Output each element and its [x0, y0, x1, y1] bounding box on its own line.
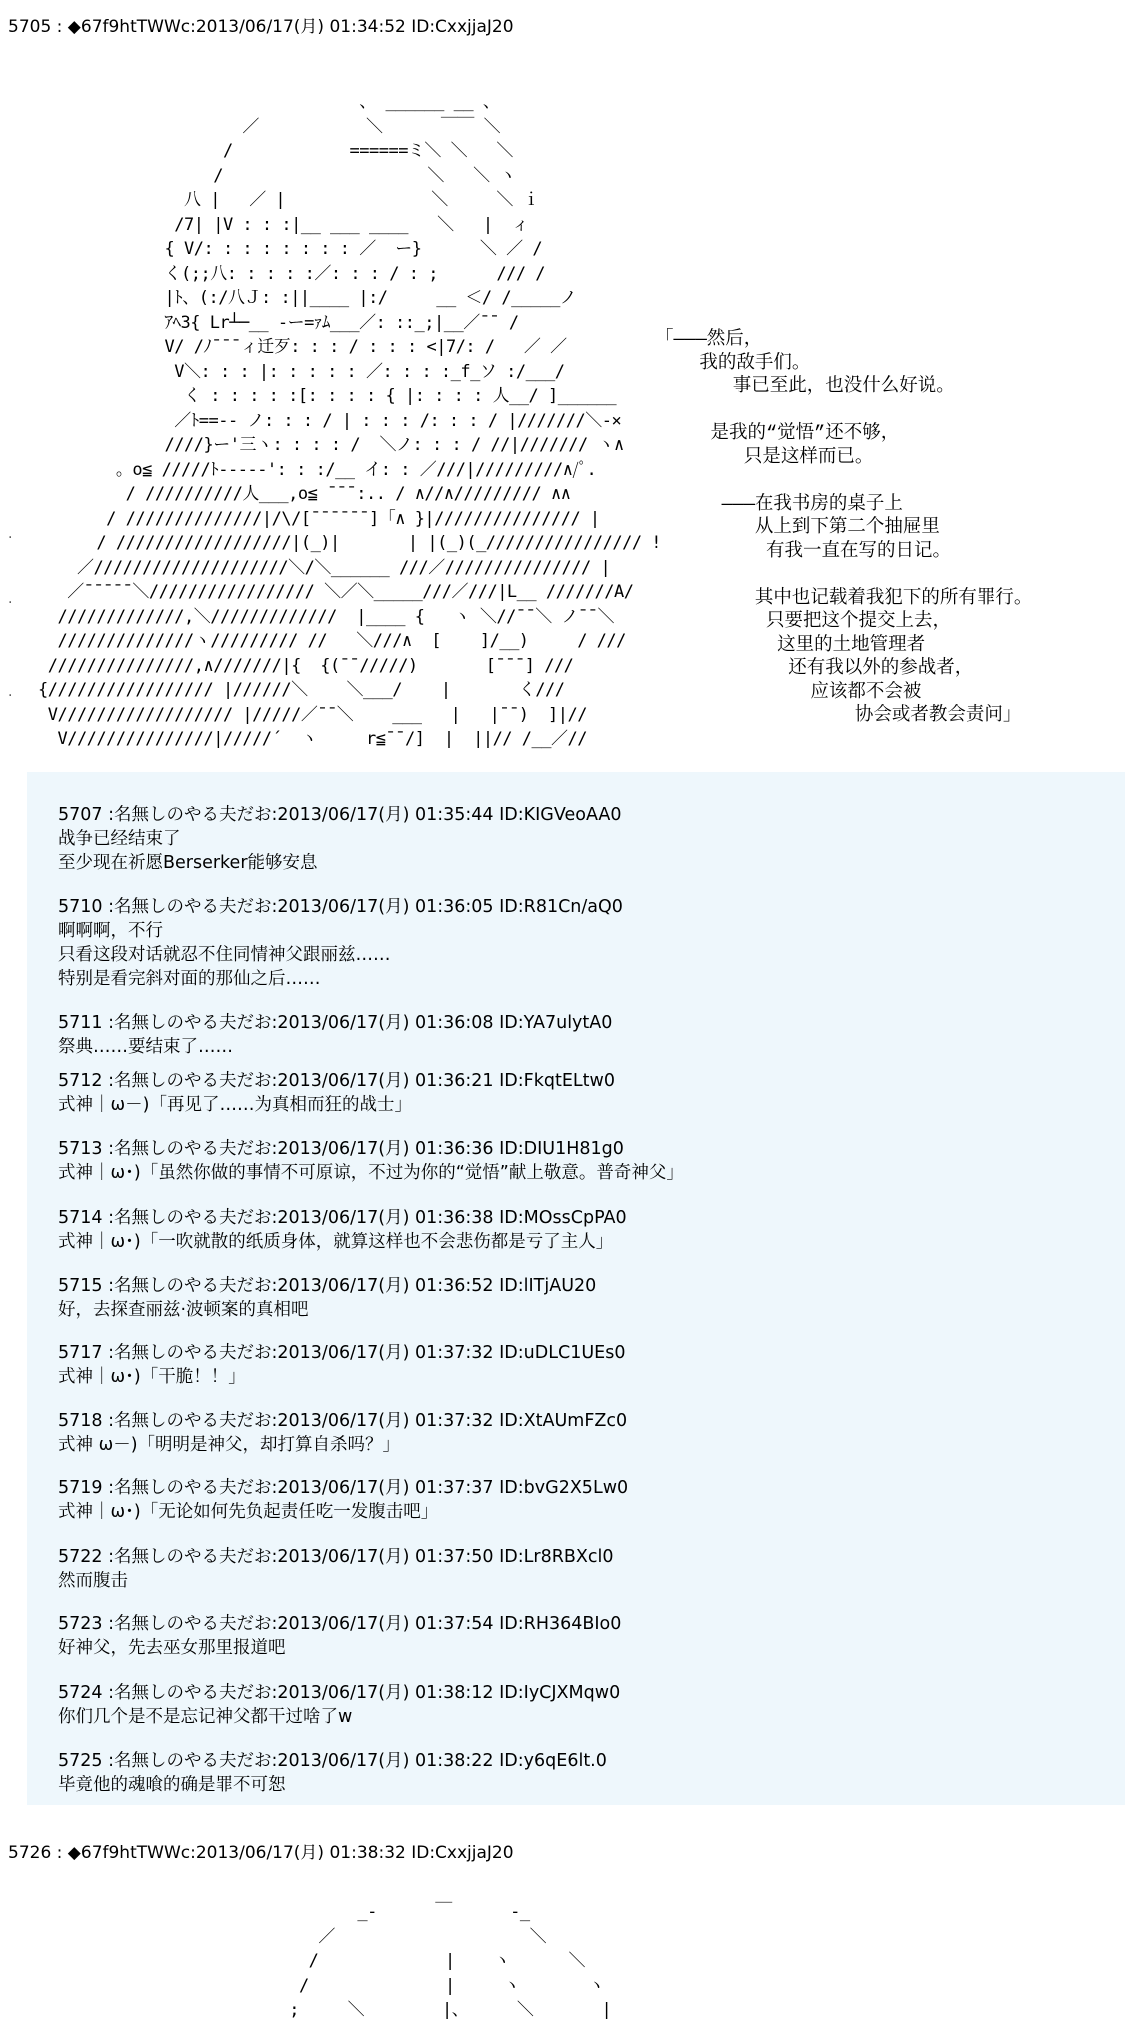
reply-line: 式神｜ω－)「再见了……为真相而狂的战士」: [58, 1095, 412, 1115]
reply-header: 5722 :名無しのやる夫だお:2013/06/17(月) 01:37:50 ID:Lr8RBXcl0: [58, 1547, 614, 1567]
reply-header: 5713 :名無しのやる夫だお:2013/06/17(月) 01:36:36 ID:DIU1H81g0: [58, 1139, 624, 1159]
reply-post: [58, 1409, 1098, 1457]
reply-post: [58, 803, 1098, 875]
reply-line: 特别是看完斜对面的那仙之后……: [58, 969, 321, 989]
reply-post: [58, 1681, 1098, 1729]
reply-line: 式神｜ω･)「无论如何先负起责任吃一发腹击吧」: [58, 1502, 439, 1522]
reply-line: 好，去探查丽兹·波顿案的真相吧: [58, 1300, 309, 1320]
reply-header: 5724 :名無しのやる夫だお:2013/06/17(月) 01:38:12 ID:IyCJXMqw0: [58, 1683, 621, 1703]
reply-header: 5715 :名無しのやる夫だお:2013/06/17(月) 01:36:52 ID:lITjAU20: [58, 1276, 597, 1296]
reply-header: 5725 :名無しのやる夫だお:2013/06/17(月) 01:38:22 ID:y6qE6lt.0: [58, 1751, 607, 1771]
margin-dot: ·: [8, 530, 13, 546]
margin-dot: ·: [8, 595, 13, 611]
post-header: 5726 : ◆67f9htTWWc:2013/06/17(月) 01:38:32 ID:CxxjjaJ20: [8, 1843, 514, 1863]
reply-line: 战争已经结束了: [58, 829, 181, 849]
reply-header: 5718 :名無しのやる夫だお:2013/06/17(月) 01:37:32 ID:XtAUmFZc0: [58, 1411, 628, 1431]
reply-post: [58, 1011, 1098, 1059]
ascii-art-priest: 、 ______ __ 、 ／ ＼ ￣￣ ＼ / ======ミ＼ ＼ ＼ / ＼ ＼ ヽ 八 | ／ | ＼ ＼ ｉ /7| |V : : :|__ ___ ____ ＼ | ィ { V/: : : : : : : : ／ ー} ＼ ／ / く(;;八: : : : :／: : : / : ; /// / |ﾄ、(:/八Ｊ: :||____ |:/ __ ＜/ /_____ノ ｱﾍ3{ Lr┴─__ -ー=ｧﾑ___／: ::_;|__／¯¯ / V/ /ﾉ¯¯¯ィ迁歹: : : / : : : <|7/: / ／ ／ V＼: : : |: : : : : ／: : : :_f_ソ :/___/ く : : : : :[: : : : { |: : : : 人__/ ]______ ／ﾄ==-- ノ: : : / | : : : /: : : / |///////＼-× ////}ー'三ヽ: : : : / ＼ノ: : : / //|/////// ヽ∧ 。o≦ /////ﾄ-----': : :/__ イ: : ／///|/////////∧/ﾟ. / //////////人___,o≦ ¯¯¯:.. / ∧//∧///////// ∧∧ / //////////////|/\/[¯¯¯¯¯¯]「∧ }|/////////////// | / //////////////////|(_)| | |(_)(_//////////////// ! ／////////////////////＼/＼______ ///／/////////////// | ／¯¯¯¯¯＼///////////////// ＼／＼_____///／///|L__ ///////A/ /////////////,＼///////////// |____ { ヽ ＼//¯¯＼ ノ¯¯＼ //////////////ヽ///////// // ＼///∧ [ ]/__) / /// ///////////////,∧///////|{ {(¯¯/////) [¯¯¯] /// {///////////////// |//////＼ ＼___/ | く/// V////////////////// |/////／¯¯＼ ___ | |¯¯) ]|// V///////////////|/////´ ヽ r≦¯¯/] | ||// /__／//: [38, 92, 662, 749]
reply-line: 啊啊啊，不行: [58, 921, 163, 941]
reply-post: [58, 1749, 1098, 1797]
reply-post: [58, 895, 1098, 991]
reply-post: [58, 1206, 1098, 1254]
margin-dot: ·: [8, 688, 13, 704]
reply-line: 然而腹击: [58, 1571, 128, 1591]
reply-line: 毕竟他的魂喰的确是罪不可恕: [58, 1775, 286, 1795]
reply-line: 只看这段对话就忍不住同情神父跟丽兹……: [58, 945, 391, 965]
reply-line: 你们几个是不是忘记神父都干过啥了w: [58, 1707, 353, 1727]
reply-header: 5719 :名無しのやる夫だお:2013/06/17(月) 01:37:37 ID:bvG2X5Lw0: [58, 1478, 629, 1498]
reply-header: 5717 :名無しのやる夫だお:2013/06/17(月) 01:37:32 ID:uDLC1UEs0: [58, 1343, 626, 1363]
reply-header: 5712 :名無しのやる夫だお:2013/06/17(月) 01:36:21 ID:FkqtELtw0: [58, 1071, 615, 1091]
reply-header: 5714 :名無しのやる夫だお:2013/06/17(月) 01:36:38 ID:MOssCpPA0: [58, 1208, 627, 1228]
reply-post: [58, 1612, 1098, 1660]
narration-text: 「———然后， 我的敌手们。 事已至此，也没什么好说。 是我的“觉悟”还不够， 只是这样而已。 ———在我书房的桌子上 从上到下第二个抽屉里 有我一直在写的日记。 其中也记载着我犯下的所有罪行。 只要把这个提交上去， 这里的土地管理者 还有我以外的参战者， 应该都不会被 协会或者教会责问」: [655, 329, 1033, 726]
reply-header: 5710 :名無しのやる夫だお:2013/06/17(月) 01:36:05 ID:R81Cn/aQ0: [58, 897, 623, 917]
reply-line: 式神｜ω･)「一吹就散的纸质身体，就算这样也不会悲伤都是亏了主人」: [58, 1232, 614, 1252]
reply-line: 式神｜ω･)「干脆！！」: [58, 1367, 246, 1387]
reply-header: 5723 :名無しのやる夫だお:2013/06/17(月) 01:37:54 ID:RH364BIo0: [58, 1614, 622, 1634]
reply-post: [58, 1545, 1098, 1593]
reply-post: [58, 1069, 1098, 1117]
reply-header: 5707 :名無しのやる夫だお:2013/06/17(月) 01:35:44 ID:KIGVeoAA0: [58, 805, 622, 825]
post-header: 5705 : ◆67f9htTWWc:2013/06/17(月) 01:34:52 ID:CxxjjaJ20: [8, 17, 514, 37]
reply-post: [58, 1137, 1098, 1185]
reply-header: 5711 :名無しのやる夫だお:2013/06/17(月) 01:36:08 ID:YA7ulytA0: [58, 1013, 613, 1033]
reply-line: 祭典……要结束了……: [58, 1037, 233, 1057]
reply-post: [58, 1476, 1098, 1524]
reply-line: 好神父，先去巫女那里报道吧: [58, 1638, 286, 1658]
reply-line: 式神｜ω･)「虽然你做的事情不可原谅，不过为你的“觉悟”献上敬意。普奇神父」: [58, 1163, 684, 1183]
reply-line: 式神 ω－)「明明是神父，却打算自杀吗？」: [58, 1435, 401, 1455]
reply-post: [58, 1341, 1098, 1389]
reply-line: 至少现在祈愿Berserker能够安息: [58, 853, 318, 873]
ascii-art-figure: _- ￣ -_ ／ ＼ / | ヽ ＼ / | ヽ ヽ ; ＼ |、 ＼ |: [289, 1902, 612, 2020]
reply-post: [58, 1274, 1098, 1322]
